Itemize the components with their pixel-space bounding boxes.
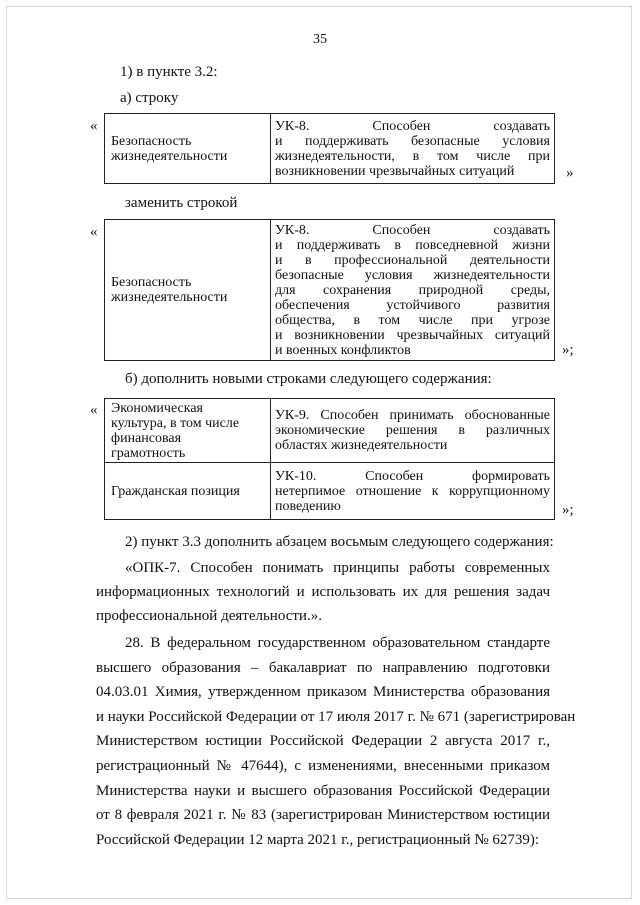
added-row-competence [271,463,555,520]
new-row-discipline [105,220,271,361]
old-row-competence-line: жизнедеятельности, в том числе при [275,148,550,164]
paragraph-line: профессиональной деятельности.». [96,608,322,624]
item-28-paragraph [96,631,576,852]
opk-7-paragraph [96,556,550,628]
new-row-competence-line: безопасные условия жизнедеятельности [275,267,550,283]
added-row-discipline-line: культура, в том числе [111,415,240,431]
old-row-table [104,113,555,184]
new-row-competence-line: и поддерживать в повседневной жизни [275,237,550,253]
open-quote: « [90,118,98,134]
new-row-discipline-line: Безопасность [111,275,192,290]
new-row-competence-line: УК-8. Способен создавать [275,222,550,238]
item-1: 1) в пункте 3.2: [120,64,218,80]
added-row-competence-line: УК-9. Способен принимать обоснованные [275,408,550,423]
added-row-discipline [105,463,271,520]
table-row [105,399,555,463]
paragraph-line: 28. В федеральном государственном образовательном стандарте [125,635,550,651]
added-rows-table [104,398,555,520]
paragraph-line: высшего образования – бакалавриат по направлению подготовки [96,659,550,676]
added-row-discipline-line: Экономическая [111,400,203,416]
sub-item-b: б) дополнить новыми строками следующего содержания: [125,371,492,387]
paragraph-line: «ОПК-7. Способен понимать принципы работы современных [125,560,550,576]
new-row-competence-line: обеспечения устойчивого развития [275,297,550,313]
added-row-competence-line: экономические решения в различных [275,423,550,438]
old-row-discipline-line: Безопасность [111,133,192,149]
old-row-discipline-line: жизнедеятельности [111,148,228,164]
open-quote: « [90,402,98,418]
new-row-competence-line: для сохранения природной среды, [275,282,550,298]
page-number: 35 [313,32,327,47]
new-row-discipline-line: жизнедеятельности [111,290,228,305]
old-row-competence-line: УК-8. Способен создавать [275,118,550,134]
paragraph-line: регистрационный № 47644), с изменениями, внесенными приказом [96,757,550,774]
new-row-competence [271,220,555,361]
sub-item-a: а) строку [120,90,179,106]
paragraph-line: от 8 февраля 2021 г. № 83 (зарегистрирован Министерством юстиции [96,807,550,824]
old-row-competence-line: и поддерживать безопасные условия [275,133,550,149]
paragraph-line: 04.03.01 Химия, утвержденном приказом Министерства образования [96,684,550,701]
new-row-table [104,219,555,361]
item-2: 2) пункт 3.3 дополнить абзацем восьмым следующего содержания: [125,534,554,550]
paragraph-line: Российской Федерации 12 марта 2021 г., регистрационный № 62739): [96,831,540,848]
added-row-competence [271,399,555,463]
open-quote: « [90,224,98,240]
added-row-discipline [105,399,271,463]
added-row-competence-line: областях жизнедеятельности [275,438,448,453]
table-row [105,463,555,520]
close-quote: » [566,165,574,181]
old-row-discipline [105,114,271,184]
paragraph-line: и науки Российской Федерации от 17 июля 2017 г. № 671 (зарегистрирован [96,708,576,725]
new-row-competence-line: и в профессиональной деятельности [275,252,550,268]
added-row-competence-line: УК-10. Способен формировать [275,468,550,484]
paragraph-line: информационных технологий и использовать их для решения задач [96,584,550,600]
added-row-discipline-line: финансовая [111,430,182,446]
old-row-competence [271,114,555,184]
replace-label: заменить строкой [125,195,238,211]
close-quote-semicolon: »; [562,342,574,358]
new-row-competence-line: и возникновении чрезвычайных ситуаций [275,327,550,343]
added-row-competence-line: поведению [275,498,341,514]
added-row-discipline-line: Гражданская позиция [111,483,240,499]
new-row-competence-line: общества, в том числе при угрозе [275,312,550,328]
added-row-discipline-line: грамотность [111,445,186,461]
paragraph-line: Министерством юстиции Российской Федерации 2 августа 2017 г., [96,733,550,750]
close-quote-semicolon: »; [562,502,574,518]
new-row-competence-line: и военных конфликтов [275,342,411,358]
paragraph-line: Министерства науки и высшего образования Российской Федерации [96,782,550,799]
old-row-competence-line: возникновении чрезвычайных ситуаций [275,163,515,179]
added-row-competence-line: нетерпимое отношение к коррупционному [275,483,550,499]
